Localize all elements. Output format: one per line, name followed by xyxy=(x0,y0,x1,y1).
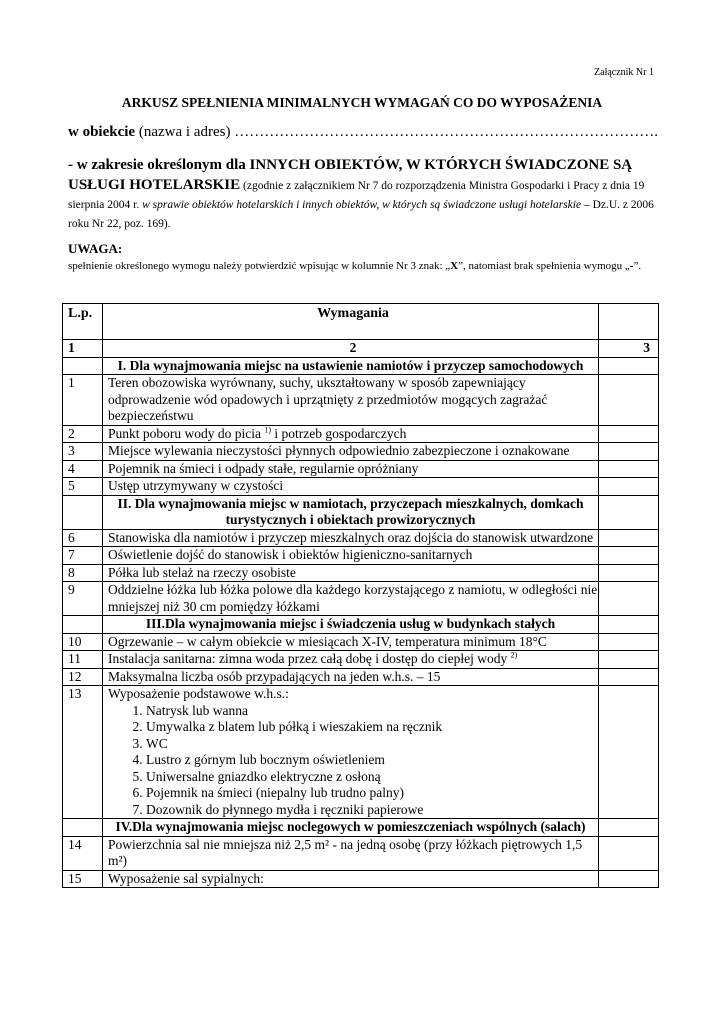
requirements-table xyxy=(62,303,659,888)
mark-cell[interactable] xyxy=(599,651,659,669)
section-title-3: III.Dla wynajmowania miejsc i świadczenia usług w budynkach stałych xyxy=(103,616,599,634)
table-row xyxy=(63,686,659,819)
mark-cell[interactable] xyxy=(599,686,659,819)
annex-number: Załącznik Nr 1 xyxy=(594,67,654,78)
equipment-list xyxy=(108,703,598,819)
section-title-2: II. Dla wynajmowania miejsc w namiotach, przyczepach mieszkalnych, domkach turystycznych i obiektach prowizorycznych xyxy=(103,495,599,529)
mark-cell[interactable] xyxy=(599,668,659,686)
mark-cell[interactable] xyxy=(599,460,659,478)
row-text xyxy=(103,651,599,669)
row-number: 15 xyxy=(63,870,103,888)
row-text: Maksymalna liczba osób przypadających na jeden w.h.s. – 15 xyxy=(103,668,599,686)
row-text-b: i potrzeb gospodarczych xyxy=(271,425,407,441)
row-text xyxy=(103,425,599,443)
table-row xyxy=(63,633,659,651)
row-text: Pojemnik na śmieci i odpady stałe, regularnie opróżniany xyxy=(103,460,599,478)
scope-note: (zgodnie z załącznikiem Nr 7 do rozporządzenia Ministra Gospodarki i Pracy z dnia 19 sierpnia 2004 r. xyxy=(68,180,645,211)
table-row xyxy=(63,564,659,582)
row-text-a: Instalacja sanitarna: zimna woda przez całą dobę i dostęp do ciepłej wody xyxy=(108,651,511,666)
row-text: Miejsce wylewania nieczystości płynnych odpowiednio zabezpieczone i oznakowane xyxy=(103,443,599,461)
header-requirements: Wymagania xyxy=(103,304,599,340)
section-title-4: IV.Dla wynajmowania miejsc noclegowych w pomieszczeniach wspólnych (salach) xyxy=(103,819,599,837)
mark-cell[interactable] xyxy=(599,529,659,547)
row-number: 4 xyxy=(63,460,103,478)
header-mark[interactable] xyxy=(599,304,659,340)
scope-note-title: w sprawie obiektów hotelarskich i innych obiektów, w których są świadczone usługi hotelarskie xyxy=(142,199,582,211)
mark-cell[interactable] xyxy=(599,582,659,616)
row-number: 7 xyxy=(63,547,103,565)
list-item: 6. Pojemnik na śmieci (niepalny lub trudno palny) xyxy=(146,785,598,802)
warning-text xyxy=(68,258,668,274)
row-text-a: Punkt poboru wody do picia xyxy=(108,425,265,441)
row-text: Teren obozowiska wyrównany, suchy, ukształtowany w sposób zapewniający odprowadzenie wód opadowych i uprzątnięty z przedmiotów mogących zagrażać bezpieczeństwu xyxy=(103,375,599,426)
list-item: 7. Dozownik do płynnego mydła i ręczniki papierowe xyxy=(146,802,598,819)
row-text: Powierzchnia sal nie mniejsza niż 2,5 m² - na jedną osobę (przy łóżkach piętrowych 1,5 m²) xyxy=(103,836,599,870)
mark-cell[interactable] xyxy=(599,425,659,443)
document-title: ARKUSZ SPEŁNIENIA MINIMALNYCH WYMAGAŃ CO DO WYPOSAŻENIA xyxy=(121,95,603,110)
mark-cell[interactable] xyxy=(599,478,659,496)
scope-paragraph xyxy=(68,156,668,234)
mark-cell[interactable] xyxy=(599,443,659,461)
section-row xyxy=(63,819,659,837)
row-number: 12 xyxy=(63,668,103,686)
object-hint: (nazwa i adres) xyxy=(135,124,235,140)
object-line xyxy=(68,124,668,141)
list-item: 1. Natrysk lub wanna xyxy=(146,703,598,720)
mark-cell[interactable] xyxy=(599,870,659,888)
row-text: Ogrzewanie – w całym obiekcie w miesiącach X-IV, temperatura minimum 18°C xyxy=(103,633,599,651)
row-number: 6 xyxy=(63,529,103,547)
table-row xyxy=(63,668,659,686)
footnote-ref: 2) xyxy=(510,650,518,660)
warning-mark-dash: - xyxy=(629,260,634,272)
table-row xyxy=(63,443,659,461)
table-row xyxy=(63,836,659,870)
list-item: 3. WC xyxy=(146,736,598,753)
row-text: Ustęp utrzymywany w czystości xyxy=(103,478,599,496)
column-numbers-row xyxy=(63,340,659,358)
row-text xyxy=(103,686,599,819)
table-row xyxy=(63,478,659,496)
object-dots: …………………………………………………………………………. xyxy=(234,124,658,140)
table-header-row xyxy=(63,304,659,340)
mark-cell[interactable] xyxy=(599,375,659,426)
table-row xyxy=(63,547,659,565)
row-number: 5 xyxy=(63,478,103,496)
warning-text-b: ”, natomiast brak spełnienia wymogu „ xyxy=(458,260,630,272)
warning-title: UWAGA: xyxy=(68,241,123,256)
column-number-2: 2 xyxy=(103,340,599,358)
row-text: Stanowiska dla namiotów i przyczep mieszkalnych oraz dojścia do stanowisk utwardzone xyxy=(103,529,599,547)
warning-text-a: spełnienie określonego wymogu należy potwierdzić wpisując w kolumnie Nr 3 znak: „ xyxy=(68,260,451,272)
section-row xyxy=(63,616,659,634)
list-item: 5. Uniwersalne gniazdko elektryczne z osłoną xyxy=(146,769,598,786)
scope-prefix: - w zakresie określonym dla INNYCH OBIEKTÓW, W KTÓRYCH ŚWIADCZONE SĄ USŁUGI HOTELARSKIE xyxy=(68,157,633,193)
row-number: 1 xyxy=(63,375,103,426)
table-row xyxy=(63,651,659,669)
row-number: 9 xyxy=(63,582,103,616)
list-item: 2. Umywalka z blatem lub półką i wieszakiem na ręcznik xyxy=(146,719,598,736)
row-text: Półka lub stelaż na rzeczy osobiste xyxy=(103,564,599,582)
table-row xyxy=(63,529,659,547)
table-row xyxy=(63,582,659,616)
mark-cell[interactable] xyxy=(599,564,659,582)
row-number: 13 xyxy=(63,686,103,819)
section-title-1: I. Dla wynajmowania miejsc na ustawienie namiotów i przyczep samochodowych xyxy=(103,357,599,375)
row-number: 3 xyxy=(63,443,103,461)
footnote-ref: 1) xyxy=(264,425,272,434)
row-text-intro: Wyposażenie podstawowe w.h.s.: xyxy=(108,686,289,701)
header-lp: L.p. xyxy=(63,304,103,340)
object-label: w obiekcie xyxy=(68,124,136,140)
table-row xyxy=(63,425,659,443)
section-row xyxy=(63,357,659,375)
row-text: Oddzielne łóżka lub łóżka polowe dla każdego korzystającego z namiotu, w odległości nie mniejszej niż 30 cm pomiędzy łóżkami xyxy=(103,582,599,616)
row-number: 14 xyxy=(63,836,103,870)
row-number: 2 xyxy=(63,425,103,443)
warning-text-c: ”. xyxy=(633,260,642,272)
mark-cell[interactable] xyxy=(599,836,659,870)
row-number: 10 xyxy=(63,633,103,651)
row-text: Oświetlenie dojść do stanowisk i obiektów higieniczno-sanitarnych xyxy=(103,547,599,565)
table-row xyxy=(63,375,659,426)
mark-cell[interactable] xyxy=(599,633,659,651)
list-item: 4. Lustro z górnym lub bocznym oświetleniem xyxy=(146,752,598,769)
scope-note-end: – Dz.U. z 2006 roku Nr 22, poz. 169). xyxy=(68,199,654,230)
table-row xyxy=(63,460,659,478)
mark-cell[interactable] xyxy=(599,547,659,565)
warning-block xyxy=(68,240,668,274)
row-number: 11 xyxy=(63,651,103,669)
column-number-1: 1 xyxy=(63,340,103,358)
warning-mark-x: X xyxy=(450,260,459,272)
section-row xyxy=(63,495,659,529)
table-row xyxy=(63,870,659,888)
row-number: 8 xyxy=(63,564,103,582)
row-text: Wyposażenie sal sypialnych: xyxy=(103,870,599,888)
column-number-3: 3 xyxy=(599,340,659,358)
